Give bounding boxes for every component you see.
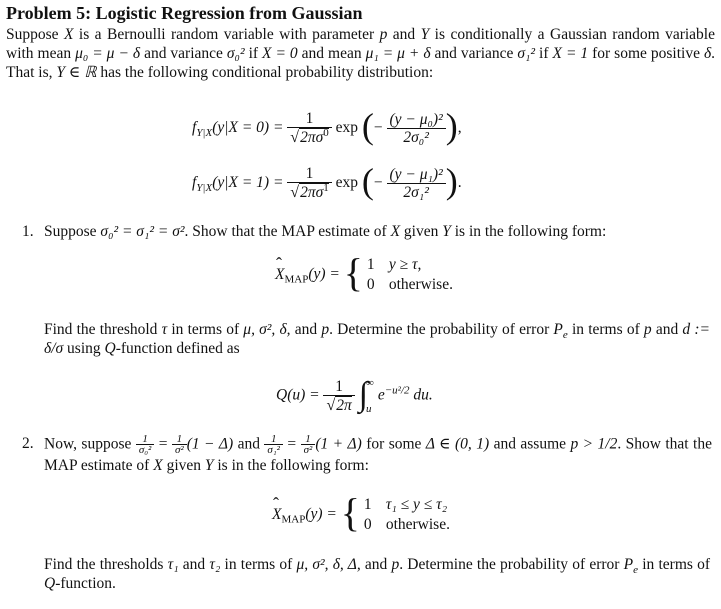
text: -function. [55, 575, 116, 592]
q-function-definition [276, 370, 433, 422]
text: and [360, 556, 392, 573]
frac-inv-sigma1 [264, 434, 283, 456]
math-y: Y [420, 26, 430, 43]
text: . Show that the MAP estimate of [184, 223, 391, 240]
lower-limit: u [365, 403, 372, 415]
math-range: Δ ∈ (0, 1) [425, 435, 490, 453]
frac-den: $√2\pi\sigma^1$ [290, 181, 329, 201]
frac-inv-sigma [301, 434, 316, 456]
math-pe: P [623, 556, 634, 573]
cases [364, 495, 450, 535]
frac-num: 1 [287, 165, 331, 183]
math-xhat: ˆ X [272, 505, 281, 524]
pdf-equation-x0: $f_{Y|X}(y|X = 0)$ = $\frac{1}{√2\pi\sigma^0}$ exp (− $\frac{\text{(y − μ₀)²}}{\text{2σ₀²}}$ ), [192, 106, 462, 146]
text: and [290, 321, 322, 338]
text: -function defined as [115, 340, 240, 357]
math-x: X [390, 223, 401, 240]
math-p: p [391, 556, 400, 573]
math-d-def: d := δ/σ [44, 321, 710, 357]
text: and variance [430, 45, 518, 62]
math-p-gt: p > 1/2 [570, 435, 618, 453]
math-y: Y [442, 223, 451, 240]
pdf-equation-x1: $f_{Y|X}(y|X = 1)$ = $\frac{1}{√2\pi\sigma^1}$ exp (− $\frac{\text{(y − μ₁)²}}{\text{2σ₁²}}$ ). [192, 161, 462, 201]
text: if [535, 45, 553, 62]
math-du: du. [409, 386, 433, 404]
math-arg: (y|X = 0) = [212, 119, 284, 137]
math-rad: 2πσ [300, 129, 324, 146]
text: is conditionally a Gaussian random variable with mean [6, 26, 715, 62]
math-rad: 2πσ [300, 184, 324, 201]
math-rad: 2π [336, 396, 352, 414]
item-1 [22, 222, 712, 241]
problem-title: Problem 5: Logistic Regression from Gaussian [6, 3, 363, 23]
text: has the following conditional probability distribution: [96, 64, 434, 81]
case-condition: otherwise. [385, 516, 450, 533]
math-sup: 0 [323, 126, 329, 139]
text: in terms of [638, 556, 711, 573]
exp-label: exp [335, 119, 359, 137]
math-e: e [377, 386, 385, 404]
case-condition: otherwise. [388, 276, 453, 293]
frac-den: σ² [174, 444, 184, 456]
math-factor: (1 − Δ) [186, 435, 234, 453]
text: = [282, 435, 301, 453]
text: is in the following form: [213, 457, 369, 474]
intro-paragraph [6, 25, 715, 82]
item-number: 1. [22, 223, 34, 240]
frac-den: 2σ₁² [403, 183, 429, 201]
case-value: 0 [366, 276, 375, 293]
math-sup: 1 [323, 181, 329, 194]
math-arg: (y) = [305, 505, 337, 523]
text: and variance [140, 45, 227, 62]
math-q: Q [44, 575, 56, 592]
text: and mean [297, 45, 366, 62]
text: . Determine the probability of error [399, 556, 624, 573]
math-f: f [192, 119, 197, 137]
item-2 [22, 434, 712, 475]
frac-inv-sigma [172, 434, 187, 456]
item-1-text [44, 222, 712, 241]
frac-den: σ₁² [267, 444, 280, 456]
text: Suppose [44, 223, 101, 240]
text: = [154, 435, 172, 453]
frac-num: (y − μ₁)² [387, 166, 446, 184]
math-equal-variance: σ₀² = σ₁² = σ² [100, 223, 185, 240]
math-y: Y [204, 457, 214, 474]
item-1-part-2 [44, 320, 710, 358]
map-estimator-1: ˆ $X_{MAP}(y)$ = { 1 y ≥ τ, 0 otherwise. [275, 255, 453, 295]
cases [367, 255, 453, 295]
text: is in the following form: [450, 223, 607, 240]
math-x: X [63, 26, 74, 43]
fraction-exponent [387, 111, 446, 147]
math-q: Q [104, 340, 116, 357]
text: and [651, 321, 683, 338]
text: and [178, 556, 210, 573]
math-sub-e: e [562, 329, 568, 342]
math-sub: Y|X [196, 127, 213, 140]
math-mu1: μ₁ = μ + δ [365, 45, 431, 62]
text: . Show that the MAP estimate of [44, 435, 712, 474]
item-2-part-2-text [44, 555, 710, 593]
math-q-lhs: Q(u) = [276, 386, 320, 404]
math-x: X [153, 457, 163, 474]
text: in terms of [567, 321, 644, 338]
frac-den: σ² [303, 444, 313, 456]
frac-den: $√2\pi\sigma^0$ [290, 126, 329, 146]
map-sub: MAP [284, 273, 309, 286]
text: given [162, 457, 205, 474]
math-tau1: τ₁ [167, 556, 179, 573]
text: given [400, 223, 443, 240]
comma: , [457, 119, 462, 137]
text: Find the thresholds [44, 556, 168, 573]
text: in terms of [220, 556, 297, 573]
text: and assume [489, 435, 571, 453]
map-sub: MAP [281, 513, 306, 526]
math-sub-e: e [633, 564, 639, 577]
text: is a Bernoulli random variable with parameter [73, 26, 380, 43]
frac-num: (y − μ₀)² [387, 111, 446, 129]
text: for some [361, 435, 426, 453]
text: if [244, 45, 263, 62]
text: Suppose [6, 26, 64, 43]
math-mu0: μ₀ = μ − δ [75, 45, 141, 62]
frac-num: 1 [136, 434, 155, 445]
exp-label: exp [335, 174, 359, 192]
text: . That is, [6, 45, 716, 81]
frac-den: σ₀² [138, 444, 152, 456]
math-vars: μ, σ², δ, Δ, [296, 556, 361, 573]
case-condition: y ≥ τ, [388, 256, 422, 273]
integral-sign: ∫ [358, 375, 368, 413]
math-delta: δ [703, 45, 712, 62]
frac-num: 1 [323, 378, 354, 396]
fraction-normalizer [287, 110, 331, 147]
math-tau2: τ₂ [209, 556, 221, 573]
math-sub: Y|X [196, 182, 213, 195]
item-number: 2. [22, 435, 34, 452]
case-condition: τ₁ ≤ y ≤ τ₂ [385, 496, 448, 513]
math-sigma1sq: σ₁² [517, 45, 536, 62]
fraction-normalizer [323, 378, 354, 415]
fraction-exponent [387, 166, 446, 202]
text: Now, suppose [44, 435, 136, 453]
frac-num: 1 [301, 434, 316, 445]
frac-num: 1 [172, 434, 187, 445]
upper-limit: ∞ [365, 377, 374, 389]
math-tau: τ [161, 321, 168, 338]
item-2-text [44, 434, 712, 475]
fraction-normalizer [287, 165, 331, 202]
text: for some positive [588, 45, 704, 62]
math-x0: X = 0 [262, 45, 298, 62]
text: . Determine the probability of error [329, 321, 554, 338]
text: in terms of [167, 321, 244, 338]
math-factor: (1 + Δ) [315, 435, 362, 453]
math-vars: μ, σ², δ, [243, 321, 291, 338]
math-y-in-r: Y ∈ ℝ [56, 64, 97, 81]
math-xhat: ˆ X [275, 265, 284, 284]
math-sigma0sq: σ₀² [226, 45, 245, 62]
math-f: f [192, 174, 197, 192]
frac-num: 1 [287, 110, 331, 128]
text: Find the threshold [44, 321, 162, 338]
frac-den: √2π [326, 396, 352, 414]
math-exponent: −u²/2 [384, 384, 410, 397]
item-2-part-2 [44, 555, 710, 593]
frac-den: 2σ₀² [403, 128, 429, 146]
frac-num: 1 [264, 434, 283, 445]
math-arg: (y) = [308, 265, 340, 283]
text: using [63, 340, 105, 357]
math-pe: P [553, 321, 563, 338]
period: . [457, 174, 462, 192]
math-x1: X = 1 [552, 45, 589, 62]
item-1-part-2-text [44, 320, 710, 358]
text: and [387, 26, 421, 43]
math-p: p [321, 321, 330, 338]
map-estimator-2: ˆ $X_{MAP}(y)$ = { 1 τ₁ ≤ y ≤ τ₂ 0 otherwise. [272, 495, 450, 535]
case-value: 1 [363, 496, 372, 513]
math-arg: (y|X = 1) = [212, 174, 284, 192]
frac-inv-sigma0 [136, 434, 155, 456]
math-p: p [643, 321, 652, 338]
case-value: 1 [366, 256, 375, 273]
case-value: 0 [363, 516, 372, 533]
math-p: p [379, 26, 388, 43]
text: and [233, 435, 265, 453]
